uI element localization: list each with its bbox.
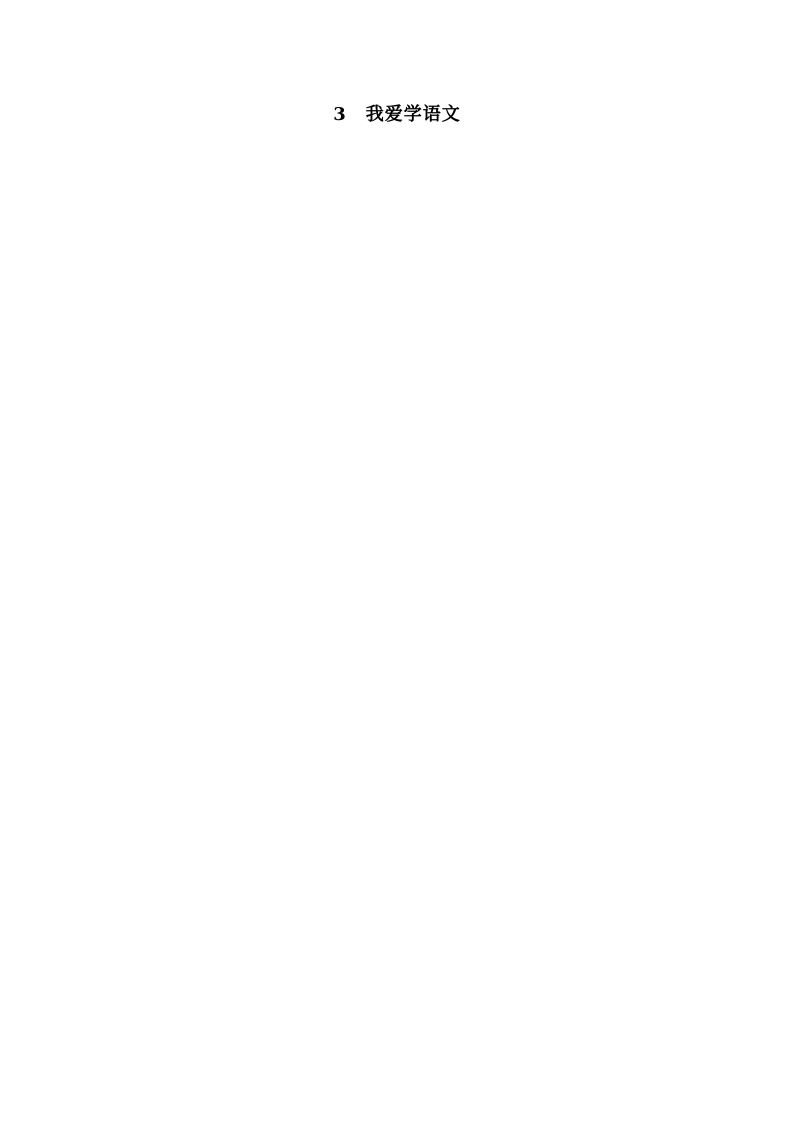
document-title: 3 我爱学语文 (333, 104, 461, 125)
